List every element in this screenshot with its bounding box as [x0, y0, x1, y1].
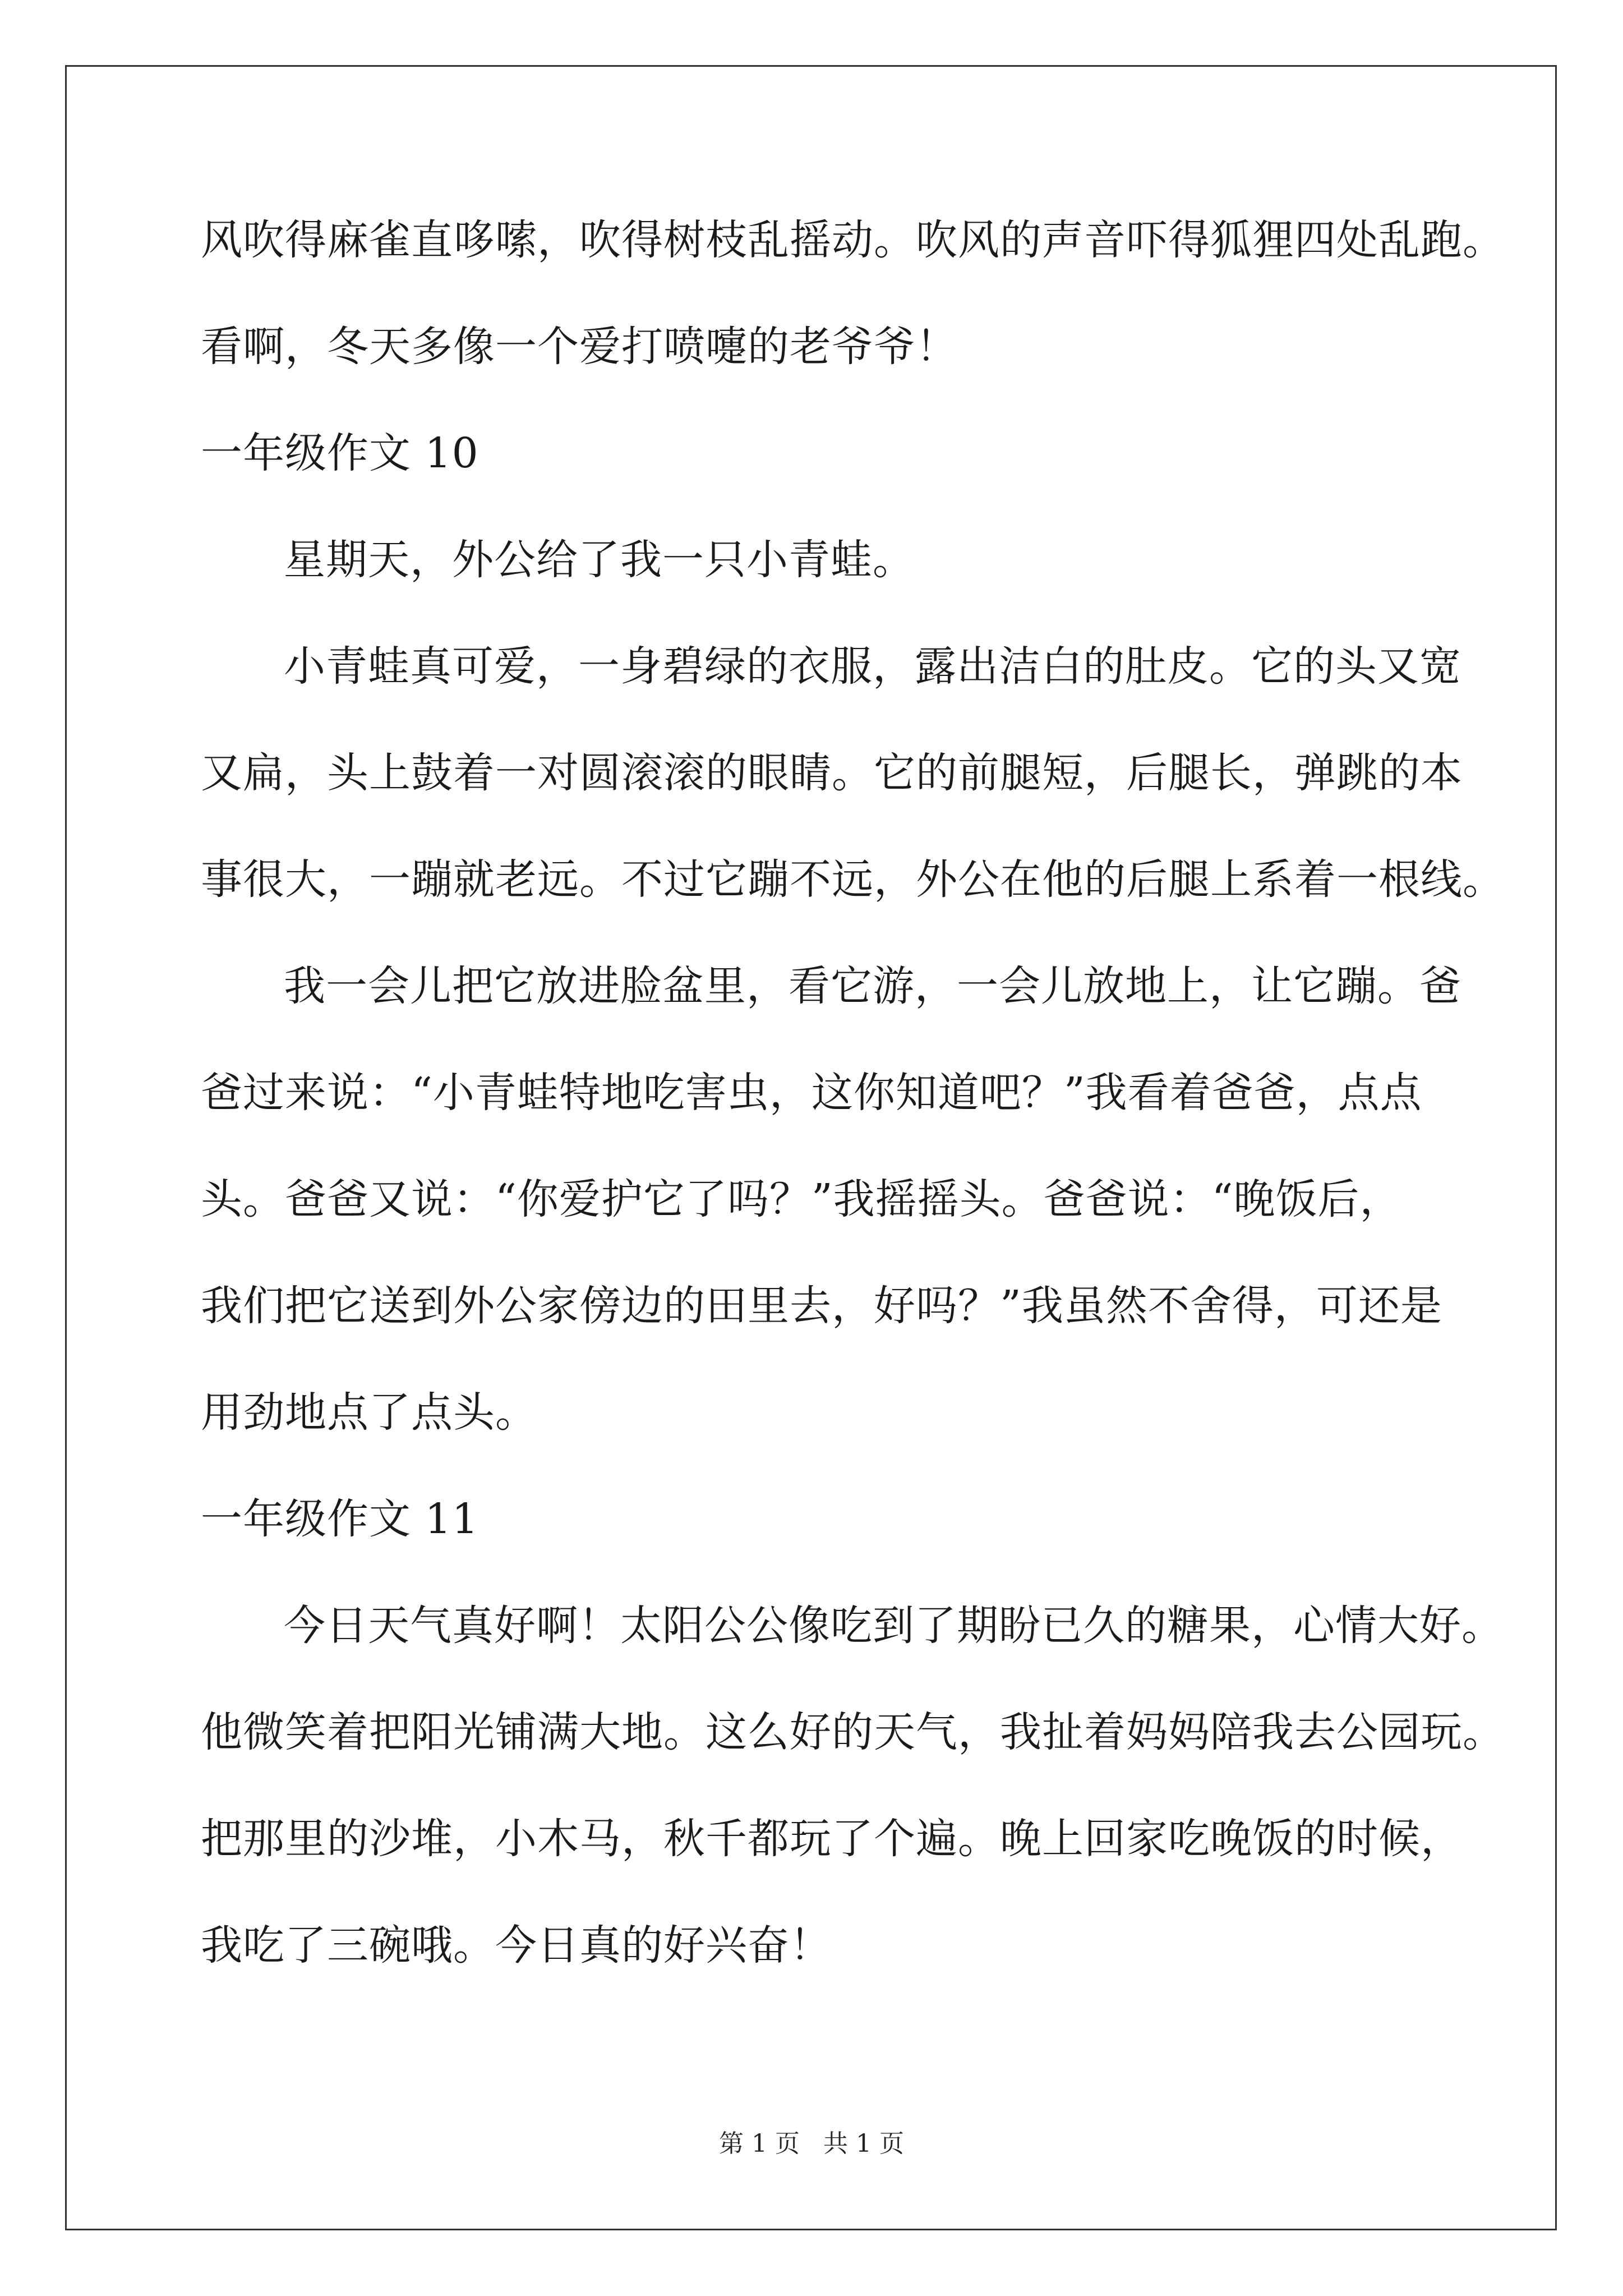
- body-line: 我们把它送到外公家傍边的田里去，好吗？”我虽然不舍得，可还是: [201, 1282, 1442, 1330]
- body-line: 今日天气真好啊！太阳公公像吃到了期盼已久的糖果，心情大好。: [284, 1602, 1504, 1650]
- body-line: 事很大，一蹦就老远。不过它蹦不远，外公在他的后腿上系着一根线。: [201, 855, 1505, 904]
- body-line: 风吹得麻雀直哆嗦，吹得树枝乱摇动。吹风的声音吓得狐狸四处乱跑。: [201, 216, 1505, 264]
- page-border: [65, 65, 1557, 2230]
- body-line: 用劲地点了点头。: [201, 1388, 537, 1437]
- body-line: 头。爸爸又说：“你爱护它了吗？”我摇摇头。爸爸说：“晚饭后，: [201, 1175, 1402, 1223]
- body-line: 他微笑着把阳光铺满大地。这么好的天气，我扯着妈妈陪我去公园玩。: [201, 1708, 1505, 1756]
- body-line: 小青蛙真可爱，一身碧绿的衣服，露出洁白的肚皮。它的头又宽: [284, 642, 1461, 691]
- body-line: 我吃了三碗哦。今日真的好兴奋！: [201, 1921, 832, 1970]
- page-footer: [0, 2127, 1623, 2161]
- body-line: 看啊，冬天多像一个爱打喷嚏的老爷爷！: [201, 323, 958, 371]
- page-total: 共 1 页: [823, 2129, 904, 2158]
- section-heading: 一年级作文 10: [201, 429, 479, 477]
- page-number: 第 1 页: [719, 2129, 800, 2158]
- body-line: 又扁，头上鼓着一对圆滚滚的眼睛。它的前腿短，后腿长，弹跳的本: [201, 749, 1463, 797]
- section-heading: 一年级作文 11: [201, 1495, 479, 1543]
- body-line: 星期天，外公给了我一只小青蛙。: [284, 536, 915, 584]
- body-line: 把那里的沙堆，小木马，秋千都玩了个遍。晚上回家吃晚饭的时候，: [201, 1815, 1463, 1863]
- body-line: 我一会儿把它放进脸盆里，看它游，一会儿放地上，让它蹦。爸: [284, 962, 1461, 1010]
- body-line: 爸过来说：“小青蛙特地吃害虫，这你知道吧？”我看着爸爸，点点: [201, 1069, 1422, 1117]
